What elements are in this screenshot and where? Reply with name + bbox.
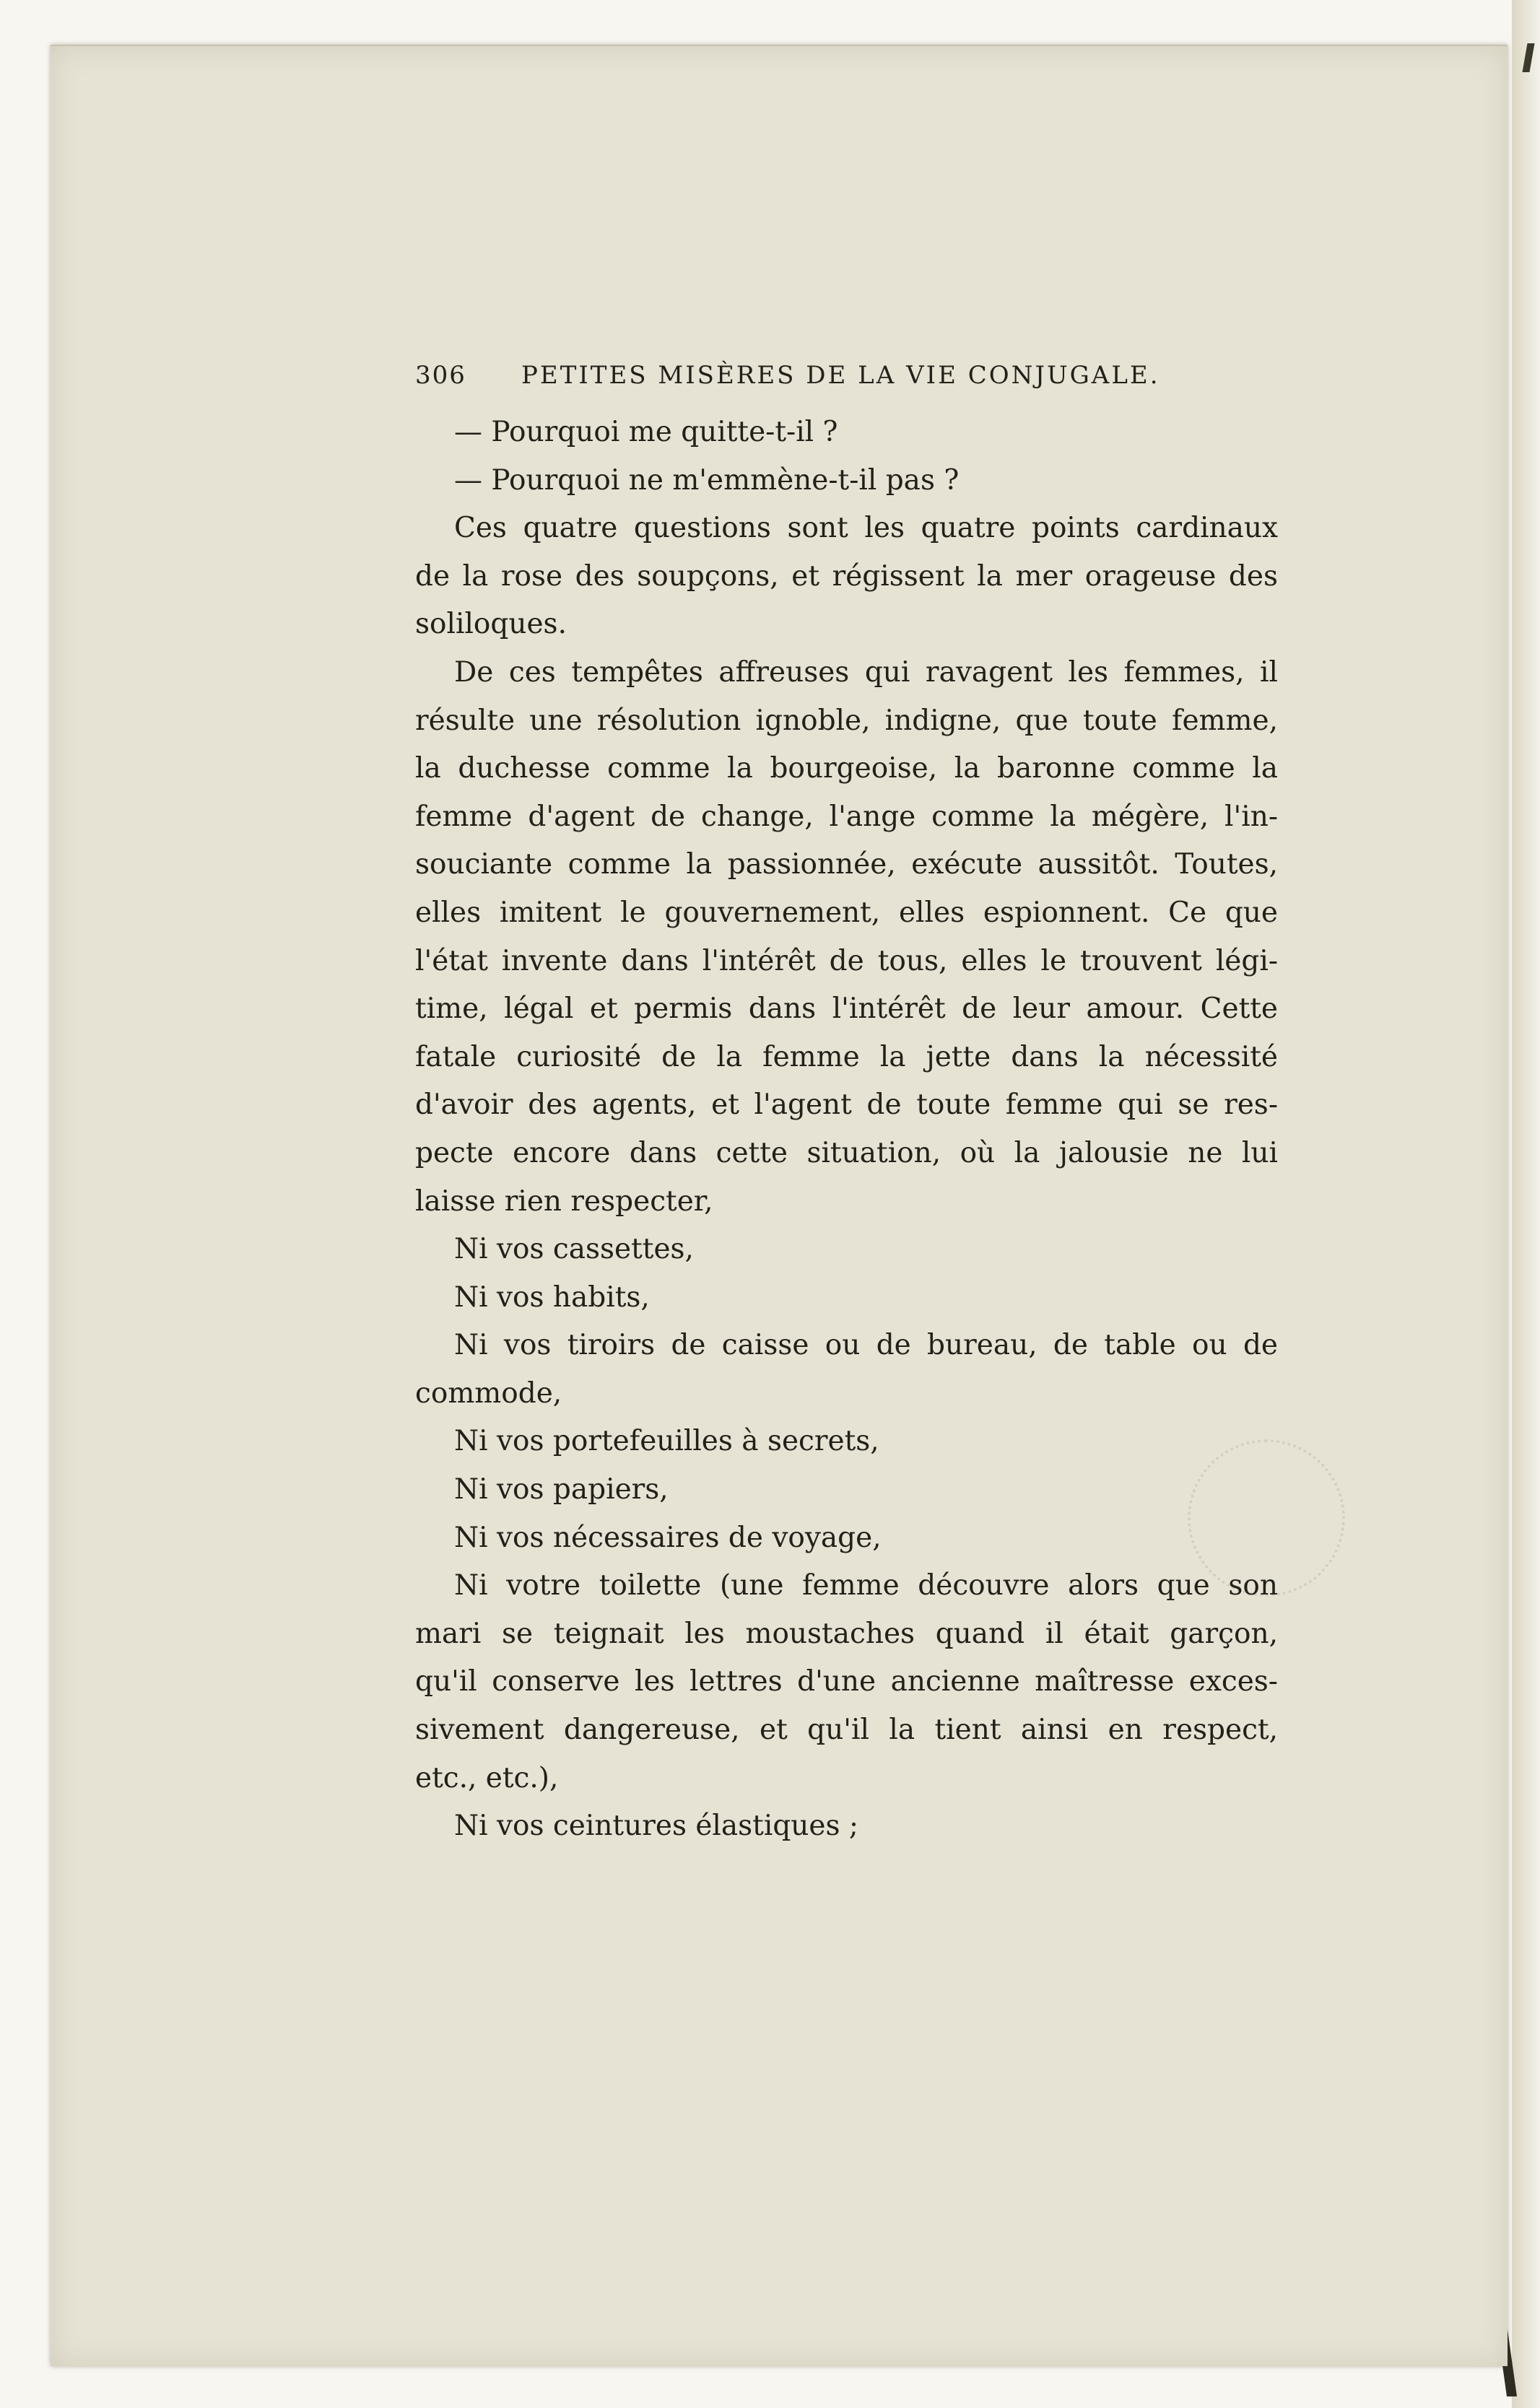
text-line: femme d'agent de change, l'ange comme la mégère, l'in-: [415, 800, 1278, 833]
text-line: soliloques.: [415, 608, 567, 641]
running-head: [415, 361, 1278, 404]
text-line: Ni vos portefeuilles à secrets,: [454, 1425, 879, 1458]
text-line: qu'il conserve les lettres d'une ancienne maîtresse exces-: [415, 1665, 1278, 1698]
text-line: l'état invente dans l'intérêt de tous, elles le trouvent légi-: [415, 944, 1278, 977]
text-line: Ni vos ceintures élastiques ;: [454, 1810, 859, 1843]
text-line: — Pourquoi me quitte-t-il ?: [454, 416, 838, 448]
text-line: pecte encore dans cette situation, où la jalousie ne lui: [415, 1136, 1278, 1169]
text-line: de la rose des soupçons, et régissent la mer orageuse des: [415, 559, 1278, 593]
scanner-edge-strip: [1512, 0, 1540, 2408]
text-line: Ni votre toilette (une femme découvre alors que son: [454, 1569, 1278, 1602]
text-line: fatale curiosité de la femme la jette dans la nécessité: [415, 1040, 1278, 1073]
page-number: 306: [415, 361, 466, 390]
page-content: [415, 361, 1278, 1851]
text-line: d'avoir des agents, et l'agent de toute femme qui se res-: [415, 1089, 1278, 1122]
text-line: résulte une résolution ignoble, indigne, que toute femme,: [415, 704, 1278, 737]
text-line: la duchesse comme la bourgeoise, la baronne comme la: [415, 752, 1278, 785]
text-line: Ni vos papiers,: [454, 1473, 669, 1506]
text-line: souciante comme la passionnée, exécute aussitôt. Toutes,: [415, 848, 1278, 881]
text-line: Ni vos nécessaires de voyage,: [454, 1521, 882, 1554]
text-line: Ni vos cassettes,: [454, 1233, 694, 1266]
text-line: Ni vos habits,: [454, 1281, 650, 1314]
text-line: sivement dangereuse, et qu'il la tient ainsi en respect,: [415, 1714, 1278, 1747]
text-line: commode,: [415, 1377, 562, 1410]
text-line: De ces tempêtes affreuses qui ravagent les femmes, il: [454, 655, 1278, 689]
text-line: etc., etc.),: [415, 1761, 559, 1794]
text-line: elles imitent le gouvernement, elles espionnent. Ce que: [415, 896, 1278, 929]
text-line: laisse rien respecter,: [415, 1185, 713, 1218]
text-line: — Pourquoi ne m'emmène-t-il pas ?: [454, 463, 960, 497]
body-text: [415, 409, 1278, 1851]
text-line: mari se teignait les moustaches quand il était garçon,: [415, 1617, 1278, 1650]
text-line: time, légal et permis dans l'intérêt de leur amour. Cette: [415, 993, 1278, 1026]
text-line: Ces quatre questions sont les quatre points cardinaux: [454, 512, 1278, 545]
text-line: Ni vos tiroirs de caisse ou de bureau, de table ou de: [454, 1329, 1278, 1362]
running-head-title: PETITES MISÈRES DE LA VIE CONJUGALE.: [521, 361, 1160, 390]
